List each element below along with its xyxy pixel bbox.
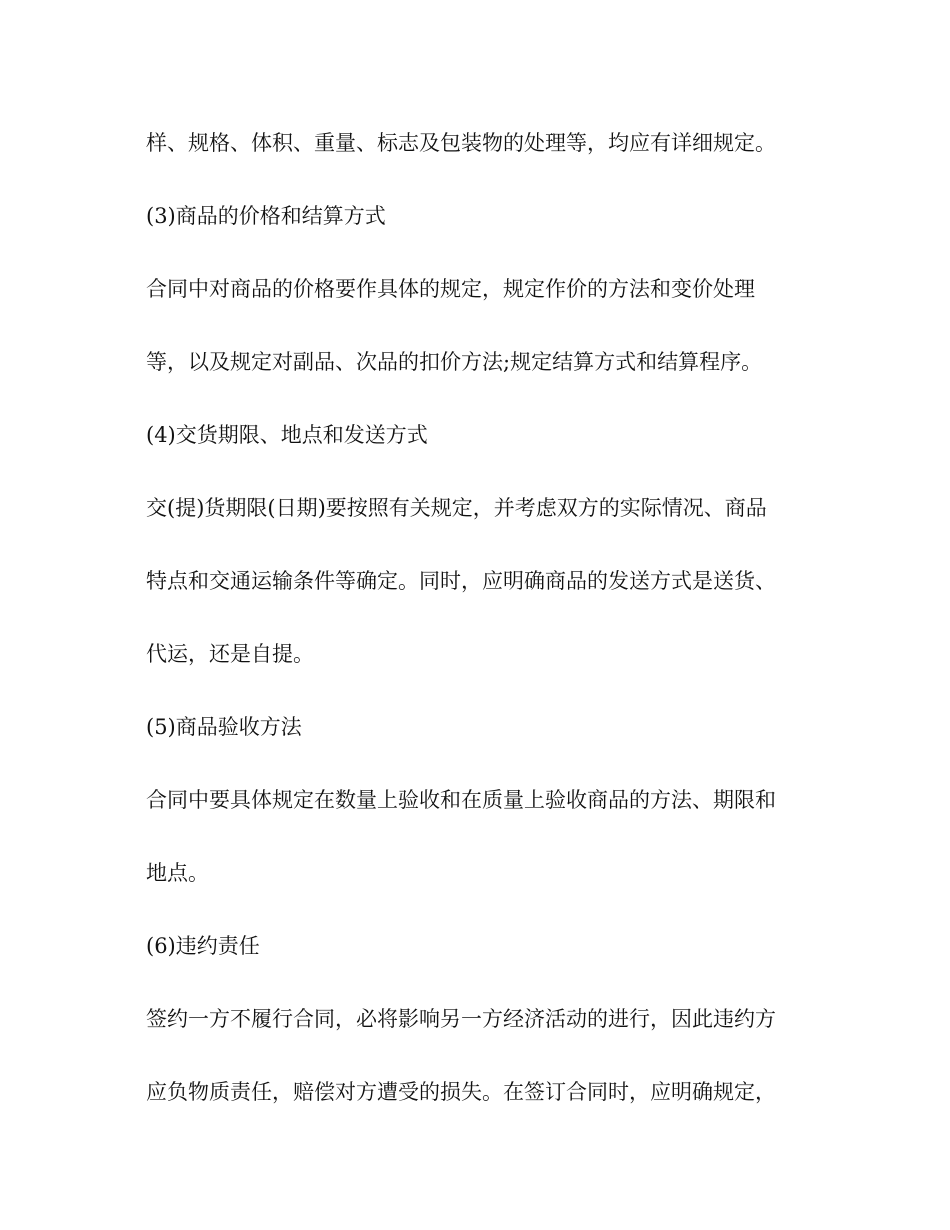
body-text-line: 等，以及规定对副品、次品的扣价方法;规定结算方式和结算程序。 xyxy=(146,350,763,374)
body-text-line: 应负物质责任，赔偿对方遭受的损失。在签订合同时，应明确规定， xyxy=(146,1080,776,1104)
section-heading: (5)商品验收方法 xyxy=(146,715,302,739)
section-heading: (6)违约责任 xyxy=(146,934,260,958)
body-text-line: 地点。 xyxy=(146,861,209,885)
section-heading: (4)交货期限、地点和发送方式 xyxy=(146,423,428,447)
body-text-line: 特点和交通运输条件等确定。同时，应明确商品的发送方式是送货、 xyxy=(146,569,776,593)
section-heading: (3)商品的价格和结算方式 xyxy=(146,204,386,228)
body-text-line: 签约一方不履行合同，必将影响另一方经济活动的进行，因此违约方 xyxy=(146,1007,776,1031)
body-text-line: 代运，还是自提。 xyxy=(146,642,314,666)
body-text-line: 合同中要具体规定在数量上验收和在质量上验收商品的方法、期限和 xyxy=(146,788,776,812)
body-text-line: 样、规格、体积、重量、标志及包装物的处理等，均应有详细规定。 xyxy=(146,131,776,155)
body-text-line: 交(提)货期限(日期)要按照有关规定，并考虑双方的实际情况、商品 xyxy=(146,496,767,520)
body-text-line: 合同中对商品的价格要作具体的规定，规定作价的方法和变价处理 xyxy=(146,277,755,301)
